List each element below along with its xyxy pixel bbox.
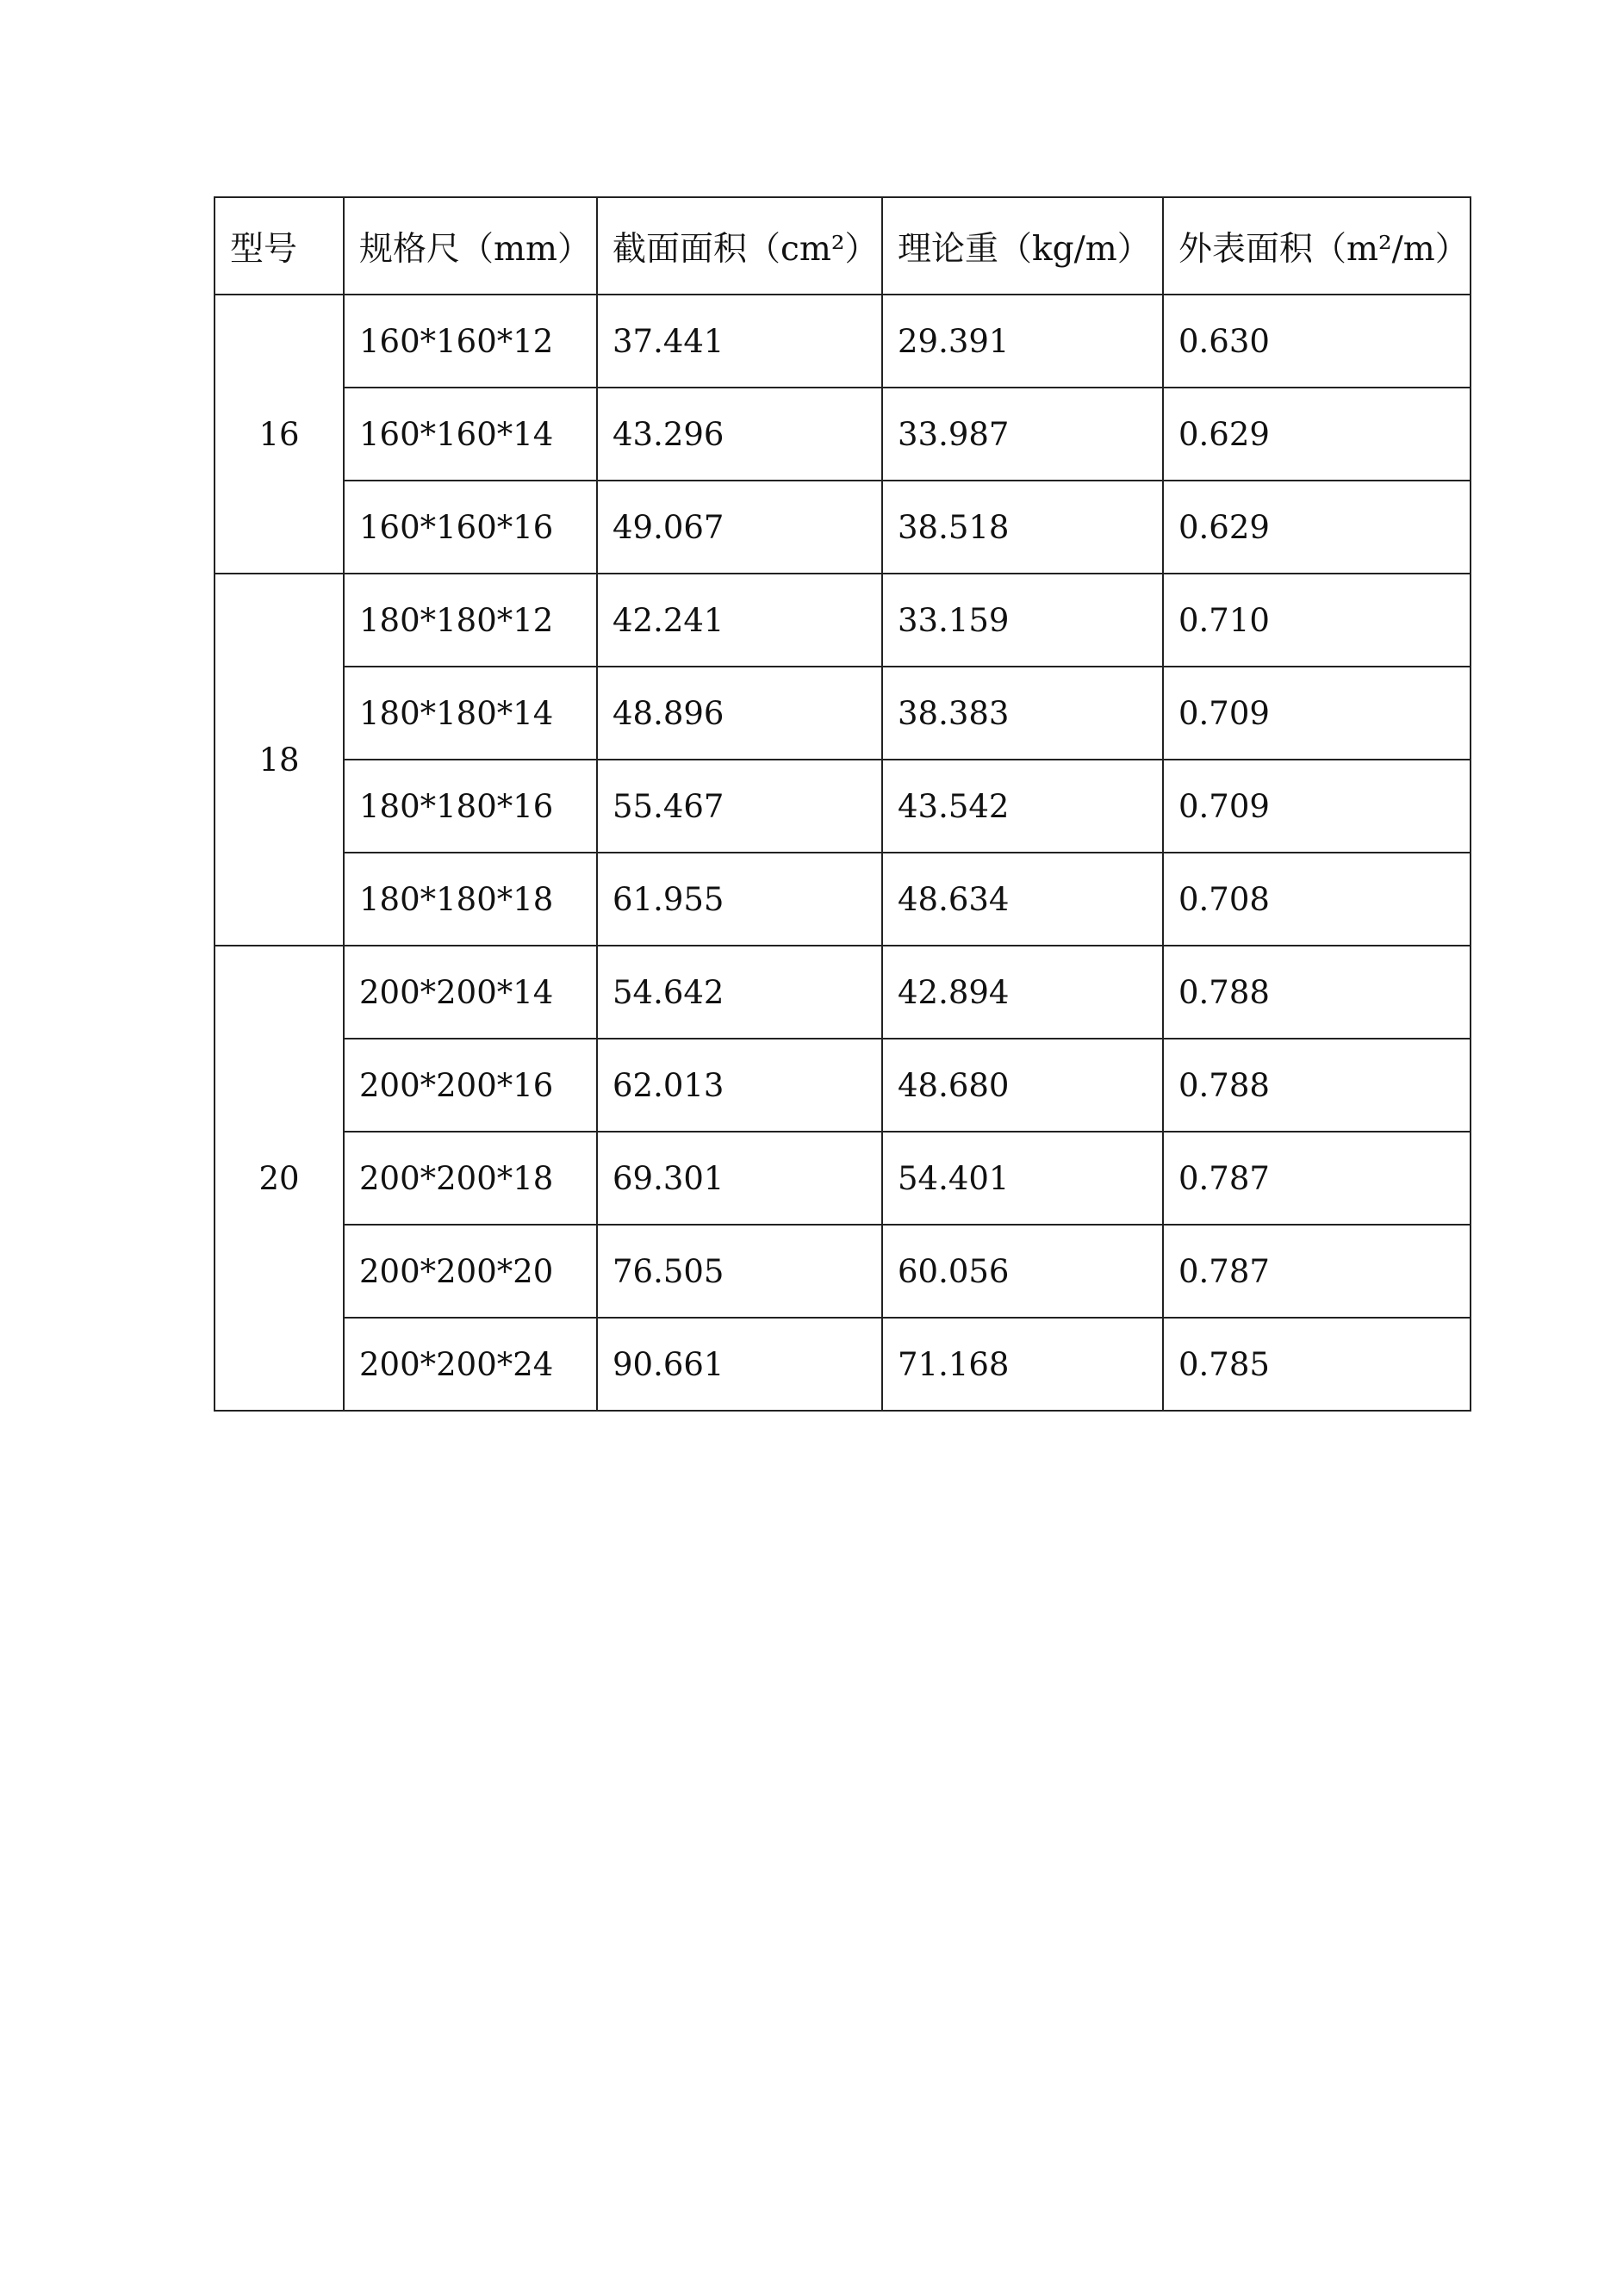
- table-row: [215, 1039, 1471, 1132]
- weight-cell: 43.542: [882, 760, 1163, 853]
- size-cell: 200*200*14: [344, 946, 597, 1039]
- size-cell: 180*180*12: [344, 574, 597, 667]
- surface-cell: 0.788: [1163, 946, 1471, 1039]
- area-cell: 37.441: [597, 295, 882, 388]
- table-row: [215, 295, 1471, 388]
- spec-table: [214, 196, 1471, 1412]
- area-cell: 49.067: [597, 481, 882, 574]
- surface-cell: 0.709: [1163, 760, 1471, 853]
- weight-cell: 29.391: [882, 295, 1163, 388]
- table-row: [215, 481, 1471, 574]
- size-cell: 180*180*14: [344, 667, 597, 760]
- area-cell: 69.301: [597, 1132, 882, 1225]
- table-row: [215, 946, 1471, 1039]
- size-cell: 200*200*18: [344, 1132, 597, 1225]
- area-cell: 43.296: [597, 388, 882, 481]
- area-cell: 62.013: [597, 1039, 882, 1132]
- weight-cell: 48.634: [882, 853, 1163, 946]
- table-row: [215, 1318, 1471, 1411]
- size-cell: 160*160*12: [344, 295, 597, 388]
- weight-cell: 38.518: [882, 481, 1163, 574]
- surface-cell: 0.629: [1163, 388, 1471, 481]
- model-cell: 18: [215, 574, 344, 946]
- surface-cell: 0.787: [1163, 1132, 1471, 1225]
- size-cell: 180*180*18: [344, 853, 597, 946]
- surface-cell: 0.708: [1163, 853, 1471, 946]
- size-cell: 200*200*24: [344, 1318, 597, 1411]
- header-theoretical-weight: 理论重（kg/m）: [882, 197, 1163, 295]
- weight-cell: 33.987: [882, 388, 1163, 481]
- table-row: [215, 667, 1471, 760]
- weight-cell: 42.894: [882, 946, 1163, 1039]
- size-cell: 160*160*16: [344, 481, 597, 574]
- weight-cell: 38.383: [882, 667, 1163, 760]
- header-row: [215, 197, 1471, 295]
- area-cell: 76.505: [597, 1225, 882, 1318]
- area-cell: 48.896: [597, 667, 882, 760]
- area-cell: 55.467: [597, 760, 882, 853]
- weight-cell: 71.168: [882, 1318, 1163, 1411]
- model-cell: 20: [215, 946, 344, 1411]
- weight-cell: 60.056: [882, 1225, 1163, 1318]
- weight-cell: 33.159: [882, 574, 1163, 667]
- surface-cell: 0.630: [1163, 295, 1471, 388]
- model-cell: 16: [215, 295, 344, 574]
- size-cell: 200*200*16: [344, 1039, 597, 1132]
- table-row: [215, 853, 1471, 946]
- table-row: [215, 1132, 1471, 1225]
- header-size: 规格尺（mm）: [344, 197, 597, 295]
- table-row: [215, 574, 1471, 667]
- weight-cell: 54.401: [882, 1132, 1163, 1225]
- table-header: [215, 197, 1471, 295]
- surface-cell: 0.785: [1163, 1318, 1471, 1411]
- area-cell: 61.955: [597, 853, 882, 946]
- surface-cell: 0.629: [1163, 481, 1471, 574]
- table-body: [215, 295, 1471, 1411]
- surface-cell: 0.709: [1163, 667, 1471, 760]
- size-cell: 160*160*14: [344, 388, 597, 481]
- area-cell: 42.241: [597, 574, 882, 667]
- table-row: [215, 1225, 1471, 1318]
- header-model: 型号: [215, 197, 344, 295]
- area-cell: 90.661: [597, 1318, 882, 1411]
- table-row: [215, 388, 1471, 481]
- surface-cell: 0.788: [1163, 1039, 1471, 1132]
- surface-cell: 0.710: [1163, 574, 1471, 667]
- area-cell: 54.642: [597, 946, 882, 1039]
- surface-cell: 0.787: [1163, 1225, 1471, 1318]
- header-surface-area: 外表面积（m²/m）: [1163, 197, 1471, 295]
- header-section-area: 截面面积（cm²）: [597, 197, 882, 295]
- size-cell: 180*180*16: [344, 760, 597, 853]
- table-row: [215, 760, 1471, 853]
- weight-cell: 48.680: [882, 1039, 1163, 1132]
- size-cell: 200*200*20: [344, 1225, 597, 1318]
